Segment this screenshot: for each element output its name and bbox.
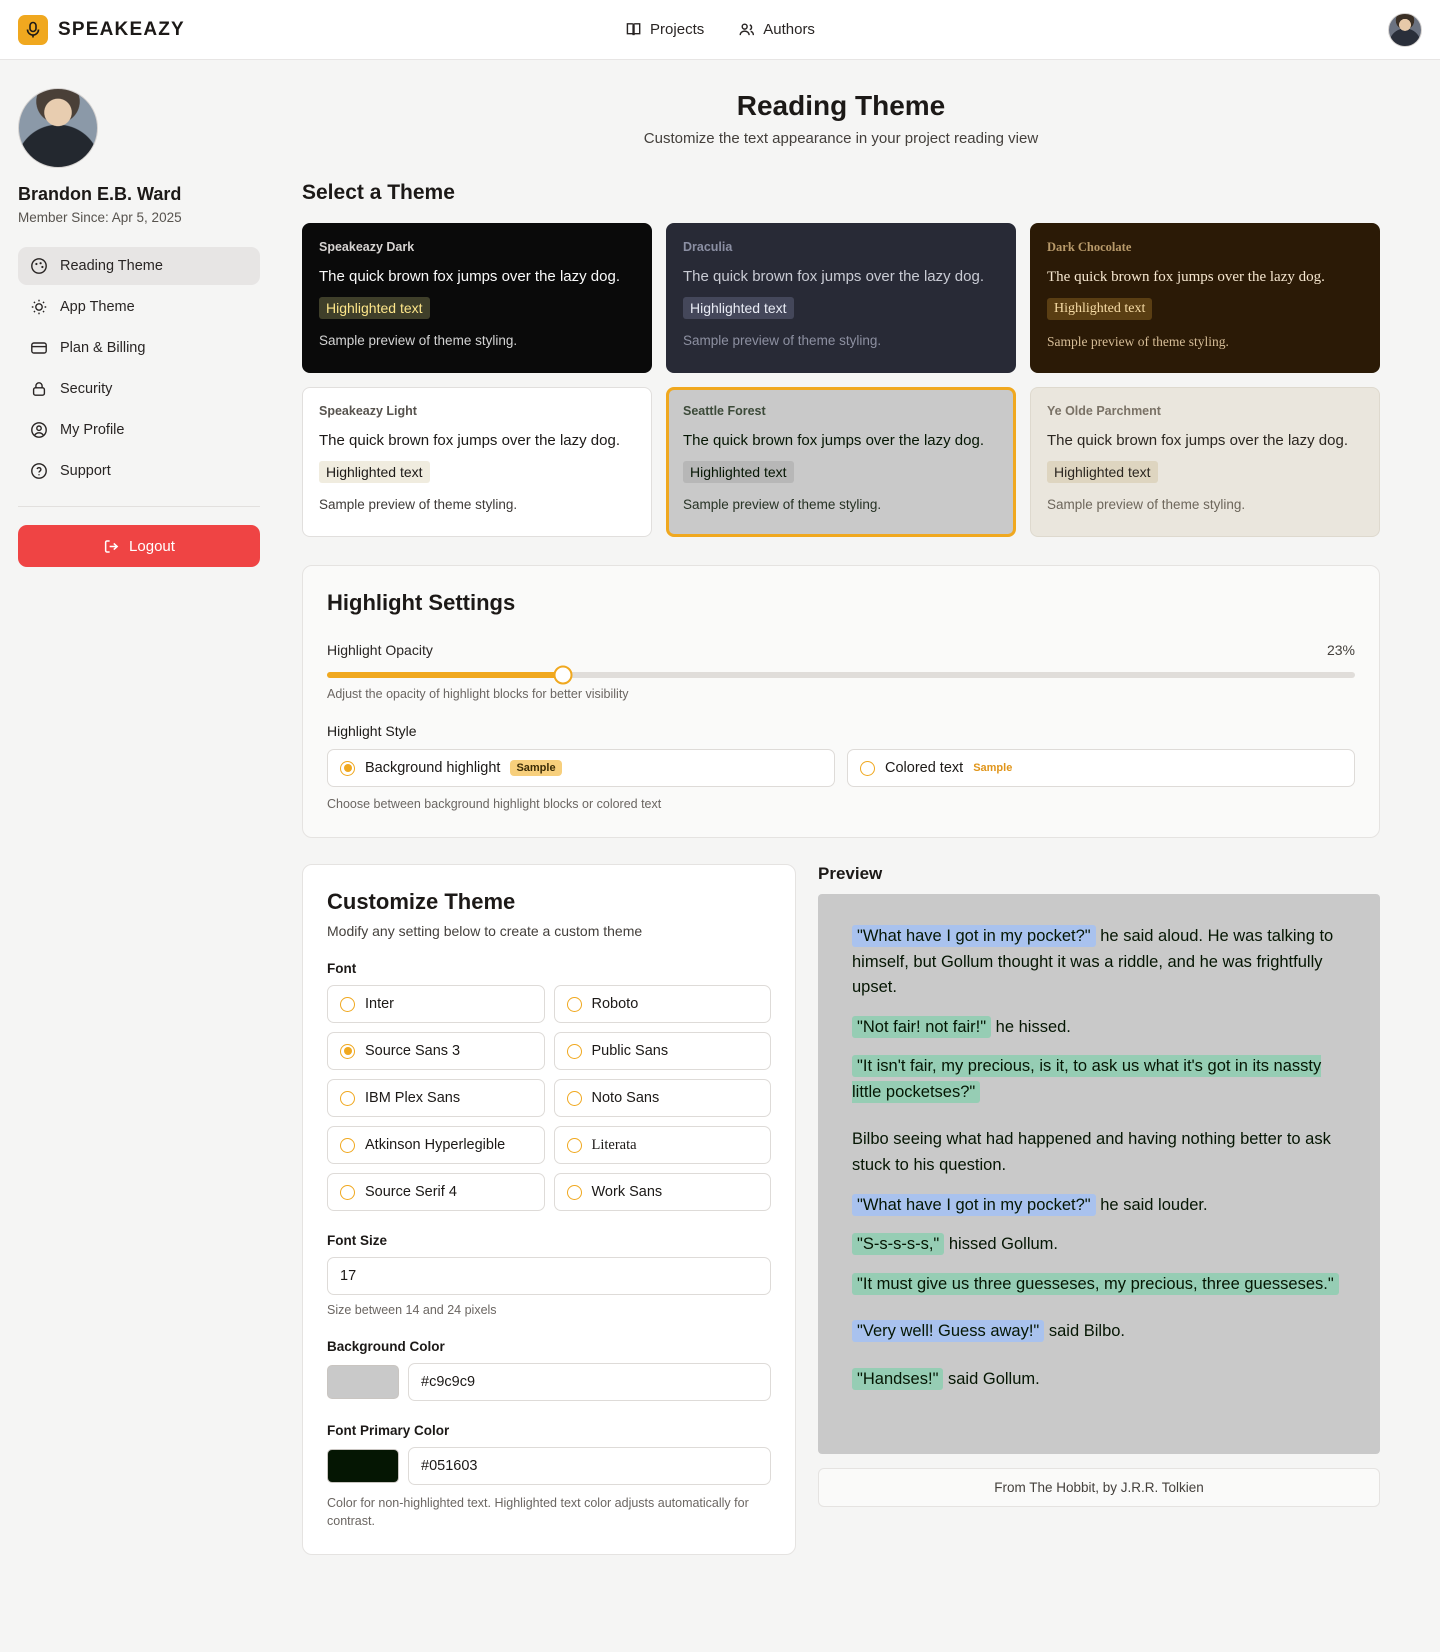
font-size-input[interactable] (327, 1257, 771, 1295)
font-label: Font (327, 961, 357, 976)
preview-highlight: "It must give us three guesseses, my precious, three guesseses." (852, 1273, 1339, 1295)
font-option-label: Literata (591, 1136, 637, 1153)
preview-highlight: "S-s-s-s-s," (852, 1233, 944, 1255)
topnav-label-projects: Projects (650, 21, 705, 38)
preview-column (818, 864, 1380, 1507)
theme-highlight-sample: Highlighted text (319, 297, 430, 319)
preview-paragraph (852, 1127, 1346, 1178)
font-option-label: Noto Sans (591, 1090, 660, 1106)
slider-fill (327, 672, 563, 678)
highlight-settings-panel (302, 565, 1380, 838)
radio-indicator (340, 1091, 355, 1106)
theme-sample-text: The quick brown fox jumps over the lazy dog. (319, 432, 620, 449)
theme-card-speakeazy-dark[interactable] (302, 223, 652, 373)
highlight-opacity-hint: Adjust the opacity of highlight blocks for better visibility (327, 687, 629, 701)
sample-chip: Sample (510, 760, 561, 776)
preview-highlight: "It isn't fair, my precious, is it, to ask us what it's got in its nassty little pocketses?" (852, 1057, 1322, 1101)
radio-indicator (567, 1091, 582, 1106)
theme-sample-text: The quick brown fox jumps over the lazy dog. (1047, 269, 1325, 285)
theme-card-ye-olde-parchment[interactable] (1030, 387, 1380, 537)
radio-label: Background highlight (365, 760, 501, 776)
question-circle-icon (30, 462, 48, 480)
font-primary-color-hint: Color for non-highlighted text. Highlighted text color adjusts automatically for contrast. (327, 1496, 749, 1529)
preview-paragraph (852, 1054, 1346, 1105)
highlight-opacity-slider[interactable] (327, 672, 1355, 678)
sidebar-item-support[interactable] (18, 452, 260, 490)
top-navigation-bar (0, 0, 1440, 60)
brand-logo[interactable] (18, 15, 185, 45)
theme-note: Sample preview of theme styling. (683, 497, 882, 512)
preview-paragraph (852, 1272, 1346, 1298)
radio-label: Colored text (885, 760, 964, 776)
font-primary-color-label: Font Primary Color (327, 1423, 450, 1438)
sidebar-user-name: Brandon E.B. Ward (18, 184, 182, 204)
radio-background-highlight[interactable] (327, 749, 835, 787)
font-option-label: IBM Plex Sans (365, 1090, 461, 1106)
sidebar-item-reading-theme[interactable] (18, 247, 260, 285)
theme-grid (302, 223, 1380, 537)
highlight-style-label: Highlight Style (327, 723, 417, 739)
theme-sample-text: The quick brown fox jumps over the lazy dog. (683, 268, 984, 285)
font-option-label: Roboto (591, 996, 639, 1012)
font-option-label: Public Sans (591, 1043, 669, 1059)
font-option-label: Atkinson Hyperlegible (365, 1137, 506, 1153)
preview-highlight: "What have I got in my pocket?" (852, 1194, 1096, 1216)
book-icon (625, 21, 642, 38)
theme-sample-text: The quick brown fox jumps over the lazy dog. (1047, 432, 1348, 449)
select-theme-heading: Select a Theme (302, 181, 455, 204)
theme-note: Sample preview of theme styling. (1047, 497, 1246, 512)
logout-icon (103, 538, 120, 555)
palette-icon (30, 257, 48, 275)
avatar[interactable] (1388, 13, 1422, 47)
background-color-label: Background Color (327, 1339, 445, 1354)
highlight-opacity-value: 23% (1326, 642, 1355, 658)
preview-highlight: "Handses!" (852, 1368, 943, 1390)
theme-name: Speakeazy Light (319, 404, 417, 418)
topnav-item-projects[interactable] (625, 21, 704, 38)
radio-indicator (340, 997, 355, 1012)
preview-box (818, 894, 1380, 1454)
sidebar-label-plan-billing: Plan & Billing (60, 340, 146, 356)
preview-text: he hissed. (991, 1017, 1071, 1036)
customize-theme-title: Customize Theme (327, 889, 516, 914)
theme-sample-text: The quick brown fox jumps over the lazy dog. (683, 432, 984, 449)
radio-indicator (340, 1185, 355, 1200)
sun-icon (30, 298, 48, 316)
font-option-ibm-plex-sans[interactable] (327, 1079, 545, 1117)
preview-text: he said aloud. He was talking to himself, but Gollum thought it was a riddle, and he was frightfully upset. (852, 927, 1334, 997)
topnav-label-authors: Authors (763, 21, 815, 38)
preview-paragraph (852, 1232, 1346, 1258)
main-content (280, 60, 1440, 1652)
sidebar-item-app-theme[interactable] (18, 288, 260, 326)
page-subtitle: Customize the text appearance in your project reading view (643, 130, 1039, 147)
font-size-hint: Size between 14 and 24 pixels (327, 1303, 497, 1317)
preview-label: Preview (818, 864, 883, 883)
radio-indicator (567, 1138, 582, 1153)
theme-highlight-sample: Highlighted text (1047, 298, 1152, 320)
theme-card-seattle-forest[interactable] (666, 387, 1016, 537)
font-option-atkinson-hyperlegible[interactable] (327, 1126, 545, 1164)
sidebar-label-my-profile: My Profile (60, 422, 125, 438)
slider-thumb[interactable] (554, 666, 573, 685)
logout-button[interactable] (18, 525, 260, 567)
lock-icon (30, 380, 48, 398)
radio-indicator (340, 1138, 355, 1153)
theme-name: Ye Olde Parchment (1047, 404, 1161, 418)
theme-card-draculia[interactable] (666, 223, 1016, 373)
preview-highlight: "What have I got in my pocket?" (852, 925, 1096, 947)
font-option-literata[interactable] (554, 1126, 772, 1164)
font-options (327, 985, 771, 1211)
font-option-work-sans[interactable] (554, 1173, 772, 1211)
font-option-label: Work Sans (591, 1184, 663, 1200)
sidebar-item-my-profile[interactable] (18, 411, 260, 449)
sidebar-label-reading-theme: Reading Theme (60, 258, 163, 274)
sidebar-label-app-theme: App Theme (60, 299, 135, 315)
credit-card-icon (30, 339, 48, 357)
preview-paragraph (852, 1193, 1346, 1219)
customize-theme-subtitle: Modify any setting below to create a custom theme (327, 923, 643, 939)
theme-sample-text: The quick brown fox jumps over the lazy dog. (319, 268, 620, 285)
font-option-public-sans[interactable] (554, 1032, 772, 1070)
customize-theme-panel (302, 864, 796, 1555)
user-circle-icon (30, 421, 48, 439)
radio-indicator (860, 761, 875, 776)
theme-highlight-sample: Highlighted text (683, 297, 794, 319)
theme-note: Sample preview of theme styling. (683, 333, 882, 348)
preview-paragraph (852, 1015, 1346, 1041)
theme-highlight-sample: Highlighted text (683, 461, 794, 483)
preview-paragraph (852, 1319, 1346, 1345)
logout-label: Logout (129, 537, 175, 555)
font-option-label: Inter (365, 996, 395, 1012)
font-primary-color-swatch[interactable] (327, 1449, 399, 1483)
theme-name: Draculia (683, 240, 733, 254)
sidebar-divider (18, 506, 260, 507)
background-color-swatch[interactable] (327, 1365, 399, 1399)
sidebar-label-security: Security (60, 381, 113, 397)
radio-indicator (340, 761, 355, 776)
theme-card-dark-chocolate[interactable] (1030, 223, 1380, 373)
font-option-source-sans-3[interactable] (327, 1032, 545, 1070)
theme-name: Dark Chocolate (1047, 240, 1132, 254)
preview-text: Bilbo seeing what had happened and having nothing better to ask stuck to his question. (852, 1130, 1331, 1174)
preview-text: hissed Gollum. (944, 1235, 1059, 1254)
users-icon (738, 21, 755, 38)
font-option-label: Source Sans 3 (365, 1043, 461, 1059)
highlight-style-hint: Choose between background highlight blocks or colored text (327, 797, 662, 811)
sidebar-item-plan-billing[interactable] (18, 329, 260, 367)
theme-name: Seattle Forest (683, 404, 766, 418)
preview-text: said Gollum. (943, 1369, 1040, 1388)
radio-indicator (567, 1044, 582, 1059)
sidebar-avatar[interactable] (18, 88, 98, 168)
font-option-inter[interactable] (327, 985, 545, 1023)
theme-name: Speakeazy Dark (319, 240, 415, 254)
highlight-opacity-label: Highlight Opacity (327, 642, 433, 658)
preview-caption: From The Hobbit, by J.R.R. Tolkien (818, 1468, 1380, 1507)
theme-note: Sample preview of theme styling. (319, 497, 518, 512)
sidebar (0, 60, 280, 1652)
preview-paragraph (852, 1367, 1346, 1393)
highlight-style-options (327, 749, 1355, 787)
font-option-label: Source Serif 4 (365, 1184, 457, 1200)
sidebar-item-security[interactable] (18, 370, 260, 408)
preview-paragraph (852, 924, 1346, 1001)
theme-card-speakeazy-light[interactable] (302, 387, 652, 537)
topnav-item-authors[interactable] (738, 21, 815, 38)
preview-highlight: "Very well! Guess away!" (852, 1320, 1044, 1342)
preview-text: he said louder. (1095, 1195, 1208, 1214)
brand-name: SPEAKEAZY (58, 18, 185, 40)
radio-colored-text[interactable] (847, 749, 1355, 787)
radio-indicator (567, 997, 582, 1012)
sidebar-member-since: Member Since: Apr 5, 2025 (18, 210, 182, 225)
font-option-source-serif-4[interactable] (327, 1173, 545, 1211)
theme-note: Sample preview of theme styling. (319, 333, 518, 348)
font-size-label: Font Size (327, 1233, 387, 1248)
theme-highlight-sample: Highlighted text (1047, 461, 1158, 483)
radio-indicator (567, 1185, 582, 1200)
sample-text: Sample (973, 762, 1013, 774)
highlight-settings-title: Highlight Settings (327, 590, 516, 615)
background-color-input[interactable] (408, 1363, 771, 1401)
font-option-roboto[interactable] (554, 985, 772, 1023)
microphone-icon (18, 15, 48, 45)
radio-indicator (340, 1044, 355, 1059)
preview-text: said Bilbo. (1044, 1322, 1126, 1341)
page-title: Reading Theme (736, 90, 946, 121)
font-primary-color-input[interactable] (408, 1447, 771, 1485)
sidebar-label-support: Support (60, 463, 111, 479)
theme-highlight-sample: Highlighted text (319, 461, 430, 483)
theme-note: Sample preview of theme styling. (1047, 334, 1229, 349)
font-option-noto-sans[interactable] (554, 1079, 772, 1117)
preview-highlight: "Not fair! not fair!" (852, 1016, 991, 1038)
top-nav-items (625, 21, 815, 38)
